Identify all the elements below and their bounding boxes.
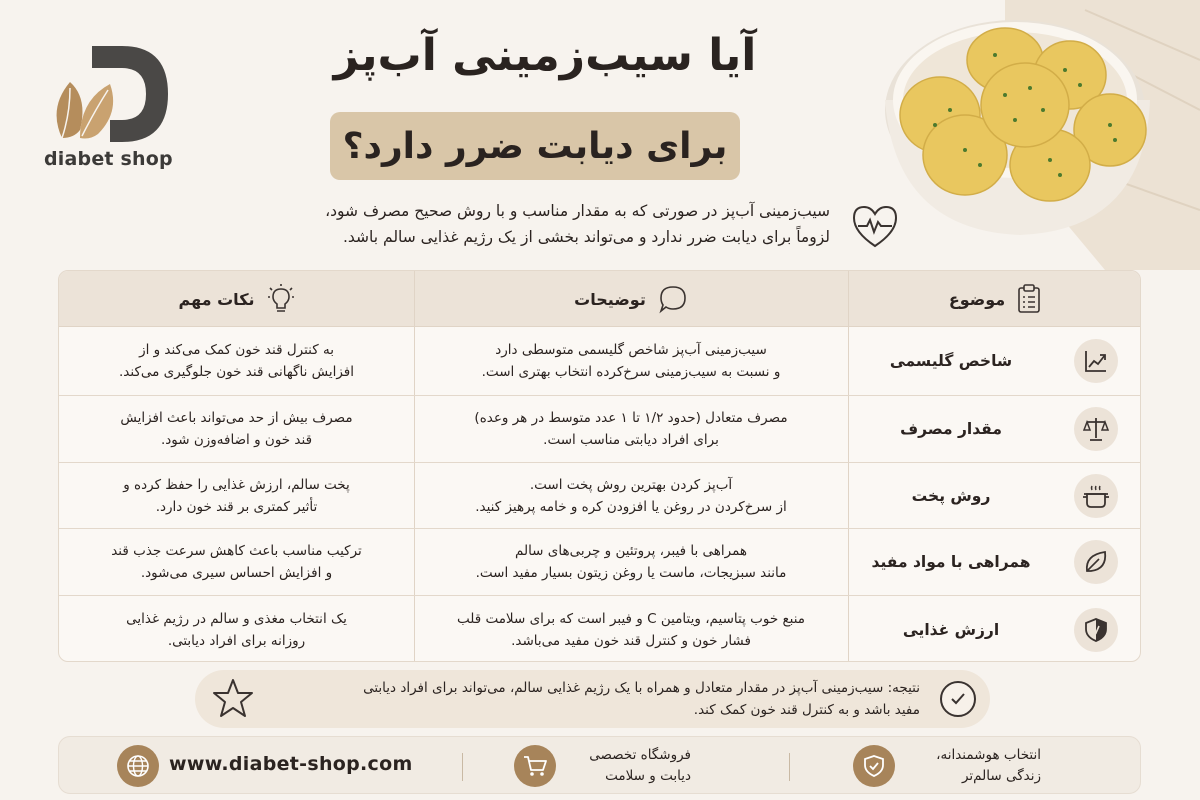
subject-label: مقدار مصرف	[900, 420, 1002, 438]
cart-icon-circle	[514, 745, 556, 787]
conclusion-line: مفید باشد و به کنترل قند خون کمک کند.	[693, 702, 920, 718]
intro-text	[250, 198, 830, 250]
subject-icon-circle	[1074, 540, 1118, 584]
conclusion-line: نتیجه: سیب‌زمینی آب‌پز در مقدار متعادل و همراه با یک رژیم غذایی سالم، می‌تواند برای افراد دیابتی	[363, 680, 920, 696]
footer-divider	[789, 753, 790, 781]
subject-icon-circle	[1074, 474, 1118, 518]
intro-line: سیب‌زمینی آب‌پز در صورتی که به مقدار مناسب و با روش صحیح مصرف شود،	[325, 202, 830, 220]
subject-label: روش پخت	[911, 486, 991, 505]
subject-label: شاخص گلیسمی	[889, 352, 1013, 370]
tip-line: مصرف بیش از حد می‌تواند باعث افزایش	[120, 410, 353, 426]
description-cell	[414, 396, 848, 462]
table-row	[59, 396, 1141, 463]
website-link[interactable]: www.diabet-shop.com	[169, 753, 413, 775]
header-description-label: توضیحات	[574, 289, 646, 309]
description-line: مانند سبزیجات، ماست یا روغن زیتون بسیار مفید است.	[475, 565, 787, 581]
globe-icon	[126, 754, 150, 778]
description-line: همراهی با فیبر، پروتئین و چربی‌های سالم	[514, 543, 748, 559]
pot-icon	[1082, 483, 1110, 509]
globe-icon-circle	[117, 745, 159, 787]
table-row	[59, 529, 1141, 596]
description-line: برای افراد دیابتی مناسب است.	[543, 432, 719, 448]
header-subject-label: موضوع	[948, 289, 1006, 309]
star-icon	[212, 677, 254, 719]
description-cell	[414, 529, 848, 595]
header-description	[414, 271, 848, 327]
info-table	[58, 270, 1141, 662]
brand-name: diabet shop	[44, 148, 173, 170]
header-subject	[848, 271, 1141, 327]
description-line: از سرخ‌کردن در روغن یا افزودن کره و خامه پرهیز کنید.	[475, 498, 787, 515]
intro-line: لزوماً برای دیابت ضرر ندارد و می‌تواند بخشی از یک رژیم غذایی سالم باشد.	[342, 228, 830, 246]
subject-icon-circle	[1074, 608, 1118, 652]
tips-cell	[59, 596, 414, 662]
subject-cell	[850, 396, 1141, 462]
description-line: و نسبت به سیب‌زمینی سرخ‌کرده انتخاب بهتری است.	[481, 364, 781, 380]
store-line: فروشگاه تخصصی	[589, 747, 691, 763]
tip-line: ترکیب مناسب باعث کاهش سرعت جذب قند	[111, 543, 362, 559]
footer-divider	[462, 753, 463, 781]
slogan-line: انتخاب هوشمندانه،	[936, 747, 1041, 763]
tip-line: افزایش ناگهانی قند خون جلوگیری می‌کند.	[119, 364, 354, 380]
subject-icon-circle	[1074, 407, 1118, 451]
store-line: دیابت و سلامت	[605, 768, 691, 784]
footer-bar	[58, 736, 1141, 794]
clipboard-icon	[1017, 284, 1041, 314]
tip-line: پخت سالم، ارزش غذایی را حفظ کرده و	[123, 476, 350, 493]
table-row	[59, 327, 1141, 396]
page-subtitle-box	[330, 112, 740, 180]
tip-line: به کنترل قند خون کمک می‌کند و از	[139, 342, 334, 358]
tip-line: تأثیر کمتری بر قند خون دارد.	[155, 498, 318, 515]
subject-label: همراهی با مواد مفید	[871, 553, 1031, 571]
description-line: سیب‌زمینی آب‌پز شاخص گلیسمی متوسطی دارد	[495, 342, 767, 358]
shield-check-icon	[863, 754, 885, 778]
tips-cell	[59, 327, 414, 395]
description-line: مصرف متعادل (حدود ۱/۲ تا ۱ عدد متوسط در هر وعده)	[474, 410, 788, 426]
conclusion-text	[280, 677, 920, 721]
scale-icon	[1083, 416, 1109, 442]
page-subtitle: برای دیابت ضرر دارد؟	[342, 125, 728, 167]
slogan-text	[911, 745, 1041, 787]
slogan-line: زندگی سالم‌تر	[961, 768, 1041, 784]
subject-cell	[850, 529, 1141, 595]
tips-cell	[59, 396, 414, 462]
description-cell	[414, 596, 848, 662]
subject-label: ارزش غذایی	[902, 620, 1000, 639]
tips-cell	[59, 463, 414, 528]
subject-cell	[850, 596, 1141, 662]
description-line: آب‌پز کردن بهترین روش پخت است.	[529, 476, 733, 493]
description-line: فشار خون و کنترل قند خون مفید می‌باشد.	[511, 632, 751, 649]
subject-cell	[850, 463, 1141, 528]
conclusion-box	[195, 670, 990, 728]
table-row	[59, 596, 1141, 662]
header-tips	[59, 271, 414, 327]
tips-cell	[59, 529, 414, 595]
speech-bubble-icon	[658, 284, 688, 314]
description-line: منبع خوب پتاسیم، ویتامین C و فیبر است که برای سلامت قلب	[456, 610, 806, 627]
tip-line: یک انتخاب مغذی و سالم در رژیم غذایی	[126, 610, 347, 627]
chart-up-icon	[1083, 348, 1109, 374]
heart-pulse-icon	[850, 202, 900, 250]
page-title: آیا سیب‌زمینی آب‌پز	[333, 30, 757, 81]
tip-line: قند خون و اضافه‌وزن شود.	[160, 432, 313, 448]
description-cell	[414, 327, 848, 395]
table-row	[59, 463, 1141, 529]
lightbulb-icon	[267, 283, 295, 315]
subject-cell	[850, 327, 1141, 395]
subject-icon-circle	[1074, 339, 1118, 383]
shield-check-icon-circle	[853, 745, 895, 787]
tip-line: روزانه برای افراد دیابتی.	[167, 632, 306, 649]
check-circle-icon	[940, 681, 976, 717]
cart-icon	[523, 754, 547, 778]
header-tips-label: نکات مهم	[178, 289, 255, 309]
leaf-icon	[1083, 549, 1109, 575]
shield-icon	[1084, 617, 1108, 643]
tip-line: و افزایش احساس سیری می‌شود.	[140, 565, 333, 581]
check-icon	[949, 690, 967, 708]
store-text	[571, 745, 691, 787]
description-cell	[414, 463, 848, 528]
potato-bowl-image	[855, 0, 1200, 270]
